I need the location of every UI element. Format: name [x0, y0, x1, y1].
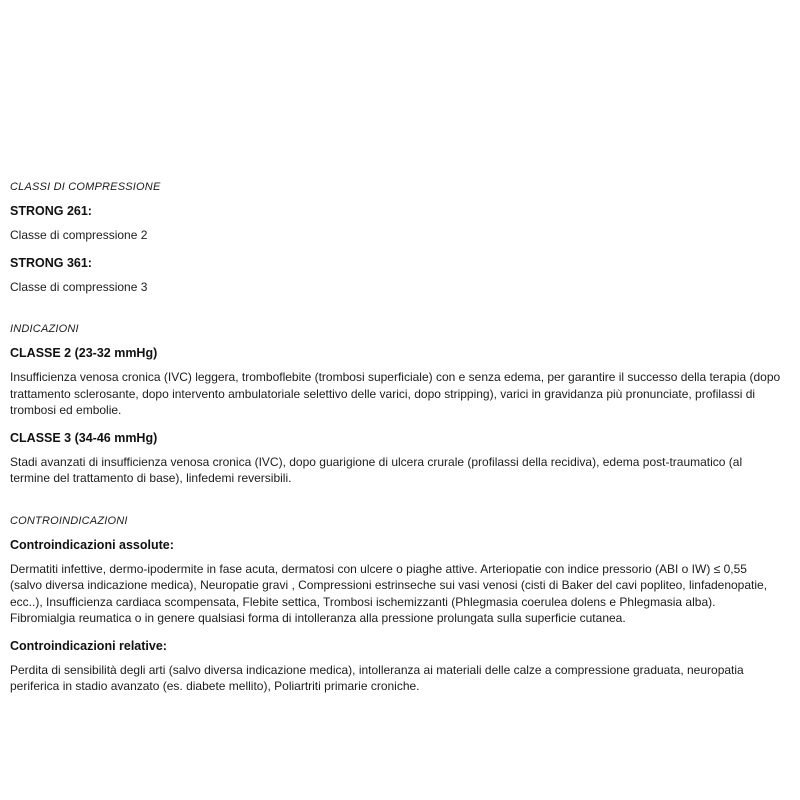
entry-label-controindicazioni-relative: Controindicazioni relative: — [10, 638, 167, 653]
entry-label-strong-361: STRONG 361: — [10, 255, 92, 270]
entry-text-strong-361: Classe di compressione 3 — [10, 279, 148, 294]
entry-controindicazioni-assolute — [10, 538, 782, 627]
entry-label-classe-2: CLASSE 2 (23-32 mmHg) — [10, 346, 158, 360]
entry-text-controindicazioni-relative: Perdita di sensibilità degli arti (salvo diversa indicazione medica), intolleranza ai materiali delle calze a compressione graduata, neuropatia periferica in stadio avanzato (es. diabete mellito), Poliartriti primarie croniche. — [10, 662, 744, 693]
entry-label-classe-3: CLASSE 3 (34-46 mmHg) — [10, 430, 158, 445]
section-classi-di-compressione — [10, 181, 782, 295]
entry-label-controindicazioni-assolute: Controindicazioni assolute: — [10, 537, 174, 552]
entry-classe-3 — [10, 431, 782, 487]
entry-strong-261 — [10, 204, 782, 244]
section-indicazioni — [10, 323, 782, 487]
entry-label-strong-261: STRONG 261: — [10, 204, 92, 218]
entry-strong-361 — [10, 256, 782, 296]
entry-text-controindicazioni-assolute: Dermatiti infettive, dermo-ipodermite in fase acuta, dermatosi con ulcere o piaghe attive. Arteriopatie con indice pressorio (ABI o IW) ≤ 0,55 (salvo diversa indicazione medica), Neuropatie gravi , Compressioni estrinseche sui vasi venosi (cisti di Baker del cavi popliteo, linfadenopatie, ecc..), Insufficienza cardiaca scompensata, Flebite settica, Trombosi ischemizzanti (Phlegmasia coerulea dolens e Phlegmasia alba). Fibromialgia reumatica o in genere qualsiasi forma di intolleranza alla pressione prolungata sulla superficie cutanea. — [10, 561, 768, 625]
entry-text-strong-261: Classe di compressione 2 — [10, 228, 148, 242]
entry-text-classe-3: Stadi avanzati di insufficienza venosa cronica (IVC), dopo guarigione di ulcera crurale (profilassi della recidiva), edema post-traumatico (al termine del trattamento di base), linfedemi reversibili. — [10, 454, 743, 485]
section-controindicazioni — [10, 515, 782, 695]
entry-classe-2 — [10, 346, 782, 419]
section-heading-classi-di-compressione: CLASSI DI COMPRESSIONE — [10, 181, 161, 193]
entry-text-classe-2: Insufficienza venosa cronica (IVC) leggera, tromboflebite (trombosi superficiale) con e senza edema, per garantire il successo della terapia (dopo trattamento sclerosante, dopo intervento ambulatoriale selettivo delle varici, dopo stripping), varici in gravidanza più pronunciate, profilassi di trombosi ed embolie. — [10, 370, 781, 417]
section-heading-indicazioni: INDICAZIONI — [10, 323, 79, 335]
section-heading-controindicazioni: CONTROINDICAZIONI — [10, 514, 128, 527]
entry-controindicazioni-relative — [10, 639, 782, 695]
